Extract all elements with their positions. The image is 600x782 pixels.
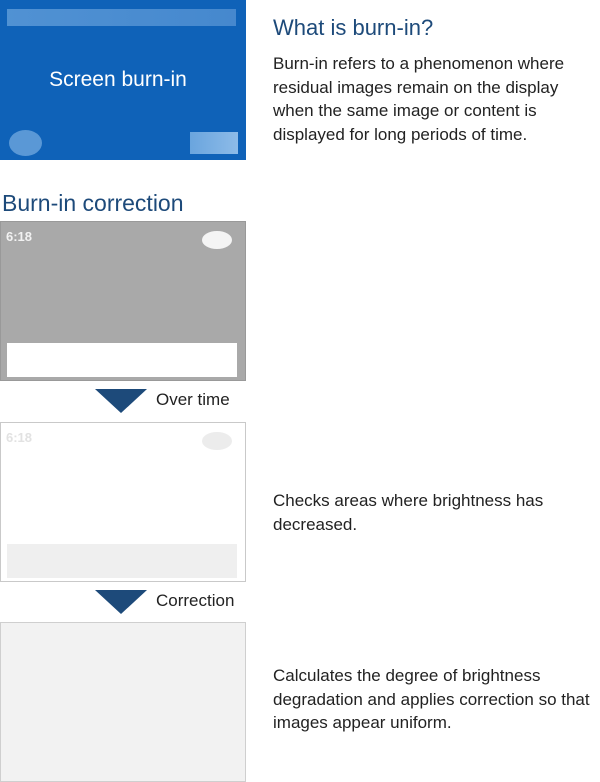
screen-oval-faded — [202, 432, 232, 450]
residual-rectangle — [190, 132, 238, 154]
screen-oval-element — [202, 231, 232, 249]
corrected-screen-illustration — [0, 622, 246, 782]
screen-bottom-bar — [7, 343, 237, 377]
residual-top-bar — [7, 9, 236, 26]
down-arrow-icon — [95, 389, 147, 413]
original-screen-illustration — [0, 221, 246, 381]
degraded-screen-illustration — [0, 422, 246, 582]
step-label-correction: Correction — [156, 591, 235, 610]
what-is-burn-in-heading: What is burn-in? — [273, 15, 434, 40]
burn-in-screen-illustration — [0, 0, 246, 160]
screen-time: 6:18 — [6, 229, 33, 244]
step-label-over-time: Over time — [156, 390, 230, 409]
screen-time-faded: 6:18 — [6, 430, 33, 445]
residual-oval — [9, 130, 42, 156]
screen-bottom-bar-faded — [7, 544, 237, 578]
step-description-over-time: Checks areas where brightness has decreased. — [273, 491, 544, 534]
burn-in-description: Burn-in refers to a phenomenon where residual images remain on the display when the same image or content is displayed for long periods of time. — [273, 54, 565, 144]
burn-in-correction-heading: Burn-in correction — [2, 190, 184, 216]
screen-burn-in-label: Screen burn-in — [49, 68, 187, 91]
down-arrow-icon — [95, 590, 147, 614]
step-description-correction: Calculates the degree of brightness degradation and applies correction so that images appear uniform. — [273, 666, 590, 732]
